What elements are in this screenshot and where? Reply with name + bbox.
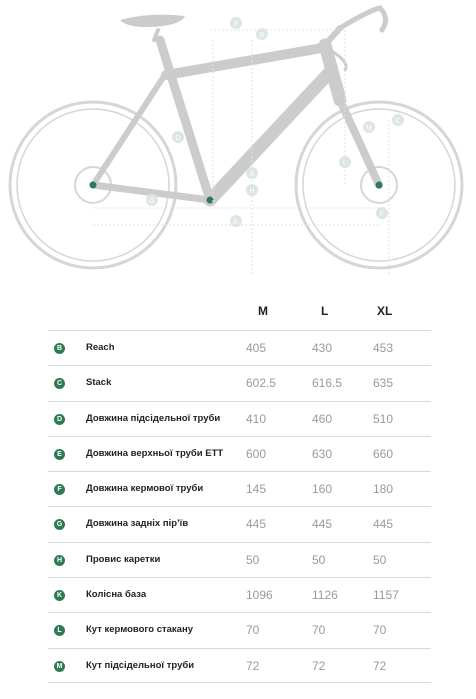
letter-badge-e <box>230 17 242 29</box>
svg-text:E: E <box>233 21 239 28</box>
value-m: 405 <box>246 341 267 355</box>
value-m: 72 <box>246 658 260 673</box>
row-label: Довжина верхньої труби ETT <box>86 447 224 459</box>
value-l: 616.5 <box>312 376 343 391</box>
value-l: 50 <box>312 552 326 567</box>
value-xl: 70 <box>373 623 387 638</box>
value-m: 50 <box>246 552 260 567</box>
letter-badge-a <box>246 167 258 179</box>
value-l: 1126 <box>312 588 338 603</box>
table-row <box>48 436 431 471</box>
row-label: Довжина задніх пір’їв <box>86 518 189 530</box>
value-l: 70 <box>312 623 326 638</box>
front-axle-point <box>376 182 383 189</box>
value-xl: 72 <box>373 658 387 673</box>
row-letter-badge: C <box>54 378 65 389</box>
svg-text:D: D <box>175 135 181 142</box>
value-m: 445 <box>246 517 267 532</box>
value-m: 410 <box>246 411 267 426</box>
row-letter-badge: G <box>54 519 65 530</box>
value-xl: 1157 <box>373 588 399 603</box>
size-header-l: L <box>321 304 329 318</box>
value-xl: 50 <box>373 552 387 567</box>
row-label: Кут кермового стакану <box>86 624 193 636</box>
value-xl: 453 <box>373 341 394 355</box>
svg-text:C: C <box>395 118 401 125</box>
saddle <box>120 15 185 27</box>
value-l: 160 <box>312 482 333 497</box>
svg-text:F: F <box>379 211 385 218</box>
svg-text:A: A <box>249 171 255 178</box>
value-xl: 445 <box>373 517 394 532</box>
value-m: 602.5 <box>246 376 277 391</box>
letter-badge-m <box>363 121 375 133</box>
value-xl: 635 <box>373 376 394 391</box>
geometry-table <box>48 294 431 683</box>
table-row <box>48 471 431 506</box>
svg-text:M: M <box>366 125 372 132</box>
value-m: 1096 <box>246 588 273 603</box>
bike-geometry-diagram <box>0 0 476 290</box>
value-l: 430 <box>312 341 333 355</box>
letter-badge-d <box>172 131 184 143</box>
size-header-m: M <box>258 304 268 318</box>
value-m: 70 <box>246 623 260 638</box>
row-letter-badge: E <box>54 449 65 460</box>
svg-text:G: G <box>149 198 155 205</box>
row-letter-badge: K <box>54 590 65 601</box>
row-letter-badge: H <box>54 555 65 566</box>
svg-text:B: B <box>259 32 265 39</box>
letter-badge-h <box>246 184 258 196</box>
table-row <box>48 648 431 683</box>
rear-axle-point <box>90 182 97 189</box>
row-label: Довжина кермової труби <box>86 483 204 495</box>
frame <box>93 8 386 200</box>
row-label: Провис каретки <box>86 553 161 565</box>
table-row <box>48 577 431 612</box>
letter-badge-c <box>392 114 404 126</box>
value-xl: 510 <box>373 411 394 426</box>
table-header <box>48 294 431 330</box>
letter-badge-b <box>256 28 268 40</box>
row-label: Stack <box>86 377 112 389</box>
table-row <box>48 612 431 647</box>
letter-badge-g <box>146 194 158 206</box>
size-header-xl: XL <box>377 304 393 318</box>
table-row <box>48 401 431 436</box>
table-row <box>48 542 431 577</box>
svg-text:H: H <box>249 188 255 195</box>
value-l: 445 <box>312 517 333 532</box>
row-label: Reach <box>86 342 115 353</box>
row-letter-badge: L <box>54 625 65 636</box>
value-l: 630 <box>312 446 333 461</box>
table-row <box>48 365 431 400</box>
value-m: 600 <box>246 446 267 461</box>
svg-text:K: K <box>233 219 239 226</box>
row-letter-badge: M <box>54 661 65 672</box>
value-xl: 180 <box>373 482 394 497</box>
row-label: Колісна база <box>86 589 147 601</box>
row-letter-badge: B <box>54 343 65 354</box>
row-letter-badge: D <box>54 414 65 425</box>
row-letter-badge: F <box>54 484 65 495</box>
letter-badge-k <box>230 215 242 227</box>
bb-point <box>207 197 214 204</box>
value-xl: 660 <box>373 446 394 461</box>
letter-badge-f <box>376 207 388 219</box>
value-l: 72 <box>312 658 326 673</box>
value-m: 145 <box>246 482 267 497</box>
svg-text:L: L <box>343 160 347 167</box>
table-row <box>48 330 431 365</box>
table-row <box>48 506 431 541</box>
row-label: Кут підсідельної труби <box>86 659 195 671</box>
value-l: 460 <box>312 411 333 426</box>
row-label: Довжина підсідельної труби <box>86 412 221 424</box>
letter-badge-l <box>339 156 351 168</box>
